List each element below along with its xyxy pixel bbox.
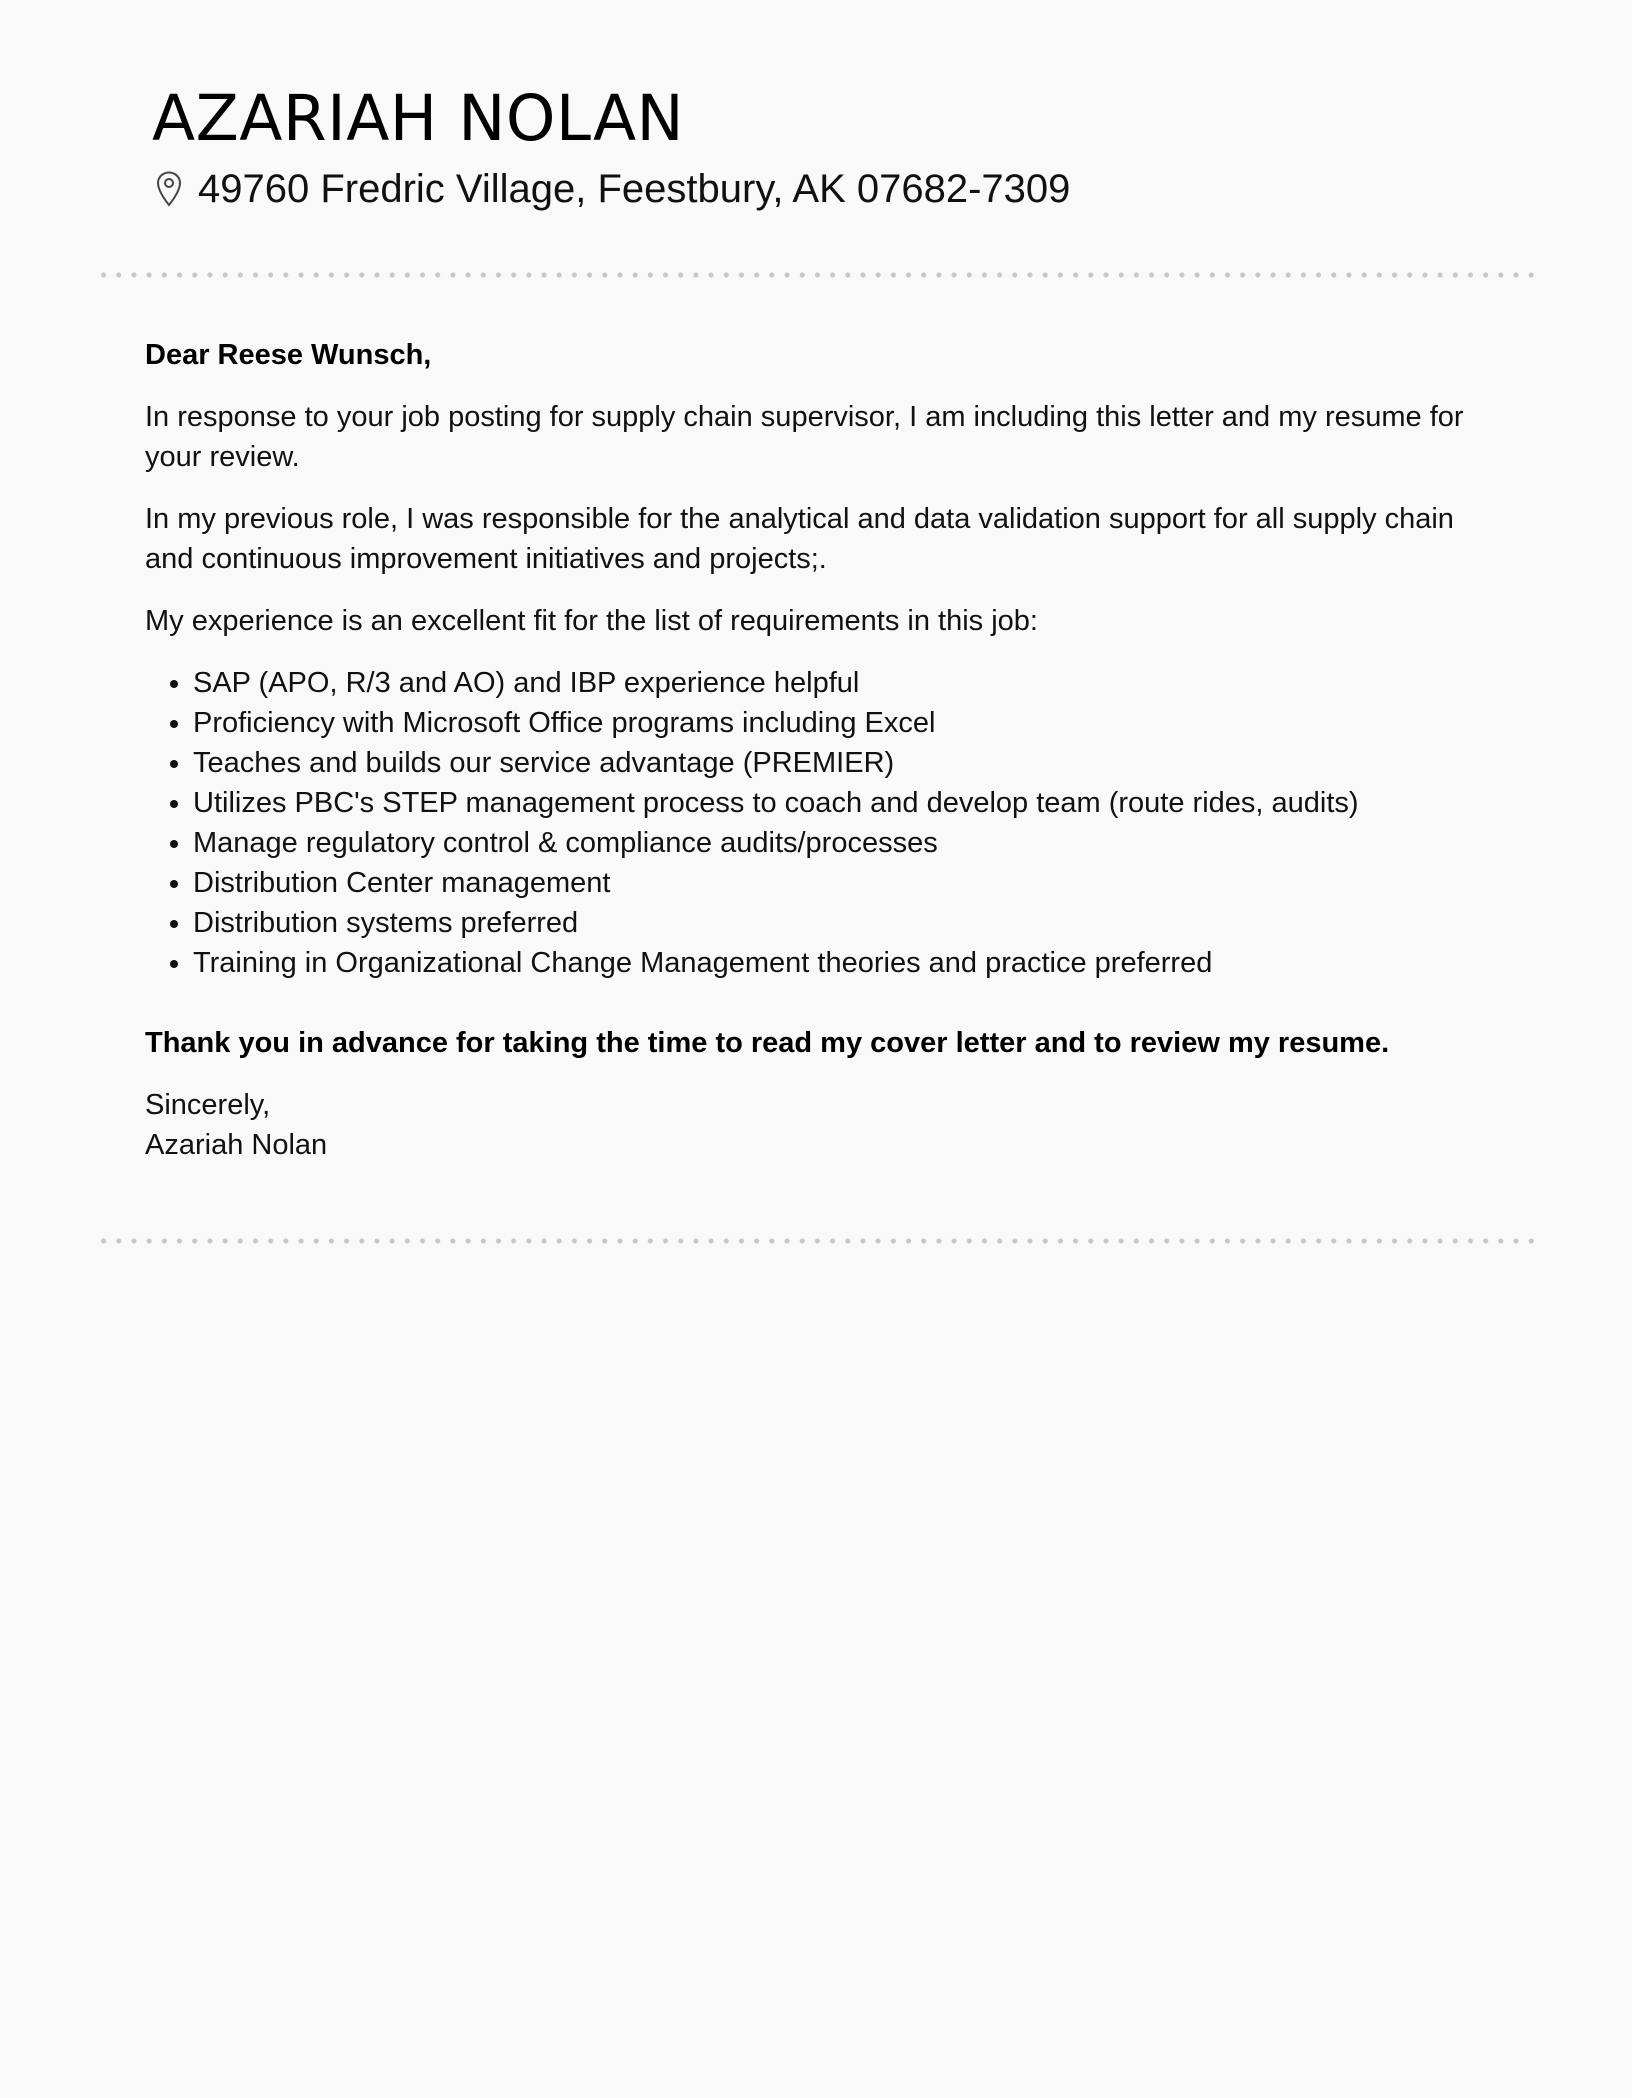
list-item: • Distribution Center management: [193, 863, 1505, 903]
address-row: [152, 164, 1070, 214]
signature-name: Azariah Nolan: [145, 1129, 328, 1161]
list-item: • Proficiency with Microsoft Office programs including Excel: [193, 703, 1505, 743]
list-item: • Training in Organizational Change Management theories and practice preferred: [193, 943, 1505, 983]
previous-role-paragraph: In my previous role, I was responsible for the analytical and data validation support for all supply chain and continuous improvement initiatives and projects;.: [145, 503, 1454, 575]
closing-statement: Thank you in advance for taking the time to read my cover letter and to review my resume.: [145, 1027, 1390, 1059]
applicant-name: AZARIAH NOLAN: [152, 82, 685, 155]
list-item: • Distribution systems preferred: [193, 903, 1505, 943]
list-item: • Manage regulatory control & compliance audits/processes: [193, 823, 1505, 863]
letter-header: [152, 76, 1512, 211]
signoff-block: [145, 1085, 1505, 1165]
signoff-text: Sincerely,: [145, 1089, 271, 1121]
requirements-list: [145, 663, 1505, 983]
list-item: • Utilizes PBC's STEP management process to coach and develop team (route rides, audits): [193, 783, 1505, 823]
intro-paragraph: In response to your job posting for supply chain supervisor, I am including this letter and my resume for your review.: [145, 401, 1464, 473]
list-item: • SAP (APO, R/3 and AO) and IBP experience helpful: [193, 663, 1505, 703]
requirements-intro-paragraph: My experience is an excellent fit for the list of requirements in this job:: [145, 605, 1038, 637]
list-item: • Teaches and builds our service advantage (PREMIER): [193, 743, 1505, 783]
applicant-address: 49760 Fredric Village, Feestbury, AK 07682-7309: [198, 167, 1071, 211]
top-dotted-divider: [96, 272, 1536, 278]
letter-body: [145, 335, 1505, 1165]
bottom-dotted-divider: [96, 1238, 1536, 1244]
salutation: Dear Reese Wunsch,: [145, 339, 432, 371]
location-pin-icon: [152, 168, 186, 210]
